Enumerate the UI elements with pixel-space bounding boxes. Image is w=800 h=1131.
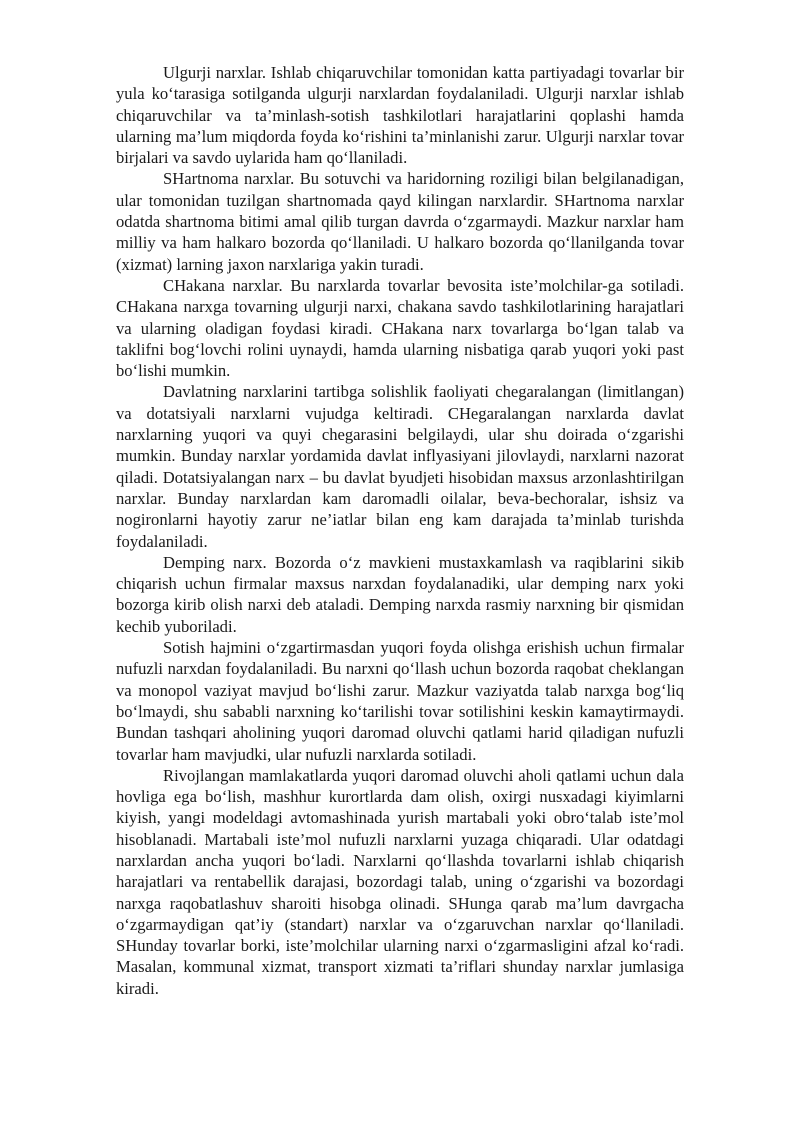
paragraph-state-regulated-prices: Davlatning narxlarini tartibga solishlik faoliyati chegaralangan (limitlangan) va dotatsiyali narxlarni vujudga keltiradi. CHegaralangan narxlarda davlat narxlarning yuqori va quyi chegarasini belgilaydi, ular shu doirada o‘zgarishi mumkin. Bunday narxlar yordamida davlat inflyasiyani jilovlaydi, narxlarni nazorat qiladi. Dotatsiyalangan narx – bu davlat byudjeti hisobidan maxsus arzonlashtirilgan narxlar. Bunday narxlardan kam daromadli oilalar, beva-bechoralar, ishsiz va nogironlarni hayotiy zarur ne’iatlar bilan eng kam darajada ta’minlab turishda foydalaniladi.	[116, 382, 684, 551]
document-page	[116, 62, 684, 999]
paragraph-retail-prices: CHakana narxlar. Bu narxlarda tovarlar bevosita iste’molchilar-ga sotiladi. CHakana narxga tovarning ulgurji narxi, chakana savdo tashkilotlarining harajatlari va ularning oladigan foydasi kiradi. CHakana narx tovarlarga bo‘lgan talab va taklifni bog‘lovchi rolini uynaydi, hamda ularning nisbatiga qarab yuqori yoki past bo‘lishi mumkin.	[116, 275, 684, 381]
paragraph-dumping-price: Demping narx. Bozorda o‘z mavkieni mustaxkamlash va raqiblarini sikib chiqarish uchun firmalar maxsus narxdan foydalanadiki, ular demping narx yoki bozorga kirib olish narxi deb ataladi. Demping narxda rasmiy narxning bir qismidan kechib yuboriladi.	[116, 552, 684, 636]
paragraph-prestige-consumption: Rivojlangan mamlakatlarda yuqori daromad oluvchi aholi qatlami uchun dala hovliga ega bo‘lish, mashhur kurortlarda dam olish, oxirgi nusxadagi kiyimlarni kiyish, yangi modeldagi avtomashinada yurish martabali yoki obro‘talab iste’mol hisoblanadi. Martabali iste’mol nufuzli narxlarni yuzaga chiqaradi. Ular odatdagi narxlardan ancha yuqori bo‘ladi. Narxlarni qo‘llashda tovarlarni ishlab chiqarish harajatlari va rentabellik darajasi, bozordagi talab, uning o‘zgarishi va bozordagi narxga raqobatlashuv sharoiti hisobga olinadi. SHunga qarab ma’lum davrgacha o‘zgarmaydigan qat’iy (standart) narxlar va o‘zgaruvchan narxlar qo‘llaniladi. SHunday tovarlar borki, iste’molchilar ularning narxi o‘zgarmasligini afzal ko‘radi. Masalan, kommunal xizmat, transport xizmati ta’riflari shunday narxlar jumlasiga kiradi.	[116, 765, 684, 998]
paragraph-contract-prices: SHartnoma narxlar. Bu sotuvchi va haridorning roziligi bilan belgilanadigan, ular tomonidan tuzilgan shartnomada qayd kilingan narxlardir. SHartnoma narxlar odatda shartnoma bitimi amal qilib turgan davrda o‘zgarmaydi. Mazkur narxlar ham milliy va ham halkaro bozorda qo‘llaniladi. U halkaro bozorda qo‘llanilganda tovar (xizmat) larning jaxon narxlariga yakin turadi.	[116, 169, 684, 274]
paragraph-wholesale-prices: Ulgurji narxlar. Ishlab chiqaruvchilar tomonidan katta partiyadagi tovarlar bir yula ko‘tarasiga sotilganda ulgurji narxlardan foydalaniladi. Ulgurji narxlar ishlab chiqaruvchilar va ta’minlash-sotish tashkilotlari harajatlarini qoplashi hamda ularning ma’lum miqdorda foyda ko‘rishini ta’minlanishi zarur. Ulgurji narxlar tovar birjalari va savdo uylarida ham qo‘llaniladi.	[116, 63, 684, 168]
paragraph-prestige-pricing: Sotish hajmini o‘zgartirmasdan yuqori foyda olishga erishish uchun firmalar nufuzli narxdan foydalaniladi. Bu narxni qo‘llash uchun bozorda raqobat cheklangan va monopol vaziyat mavjud bo‘lishi zarur. Mazkur vaziyatda talab narxga bog‘liq bo‘lmaydi, shu sababli narxning ko‘tarilishi tovar sotilishini keskin kamaytirmaydi. Bundan tashqari aholining yuqori daromad oluvchi qatlami harid qiladigan nufuzli tovarlar ham mavjudki, ular nufuzli narxlarda sotiladi.	[116, 638, 684, 764]
